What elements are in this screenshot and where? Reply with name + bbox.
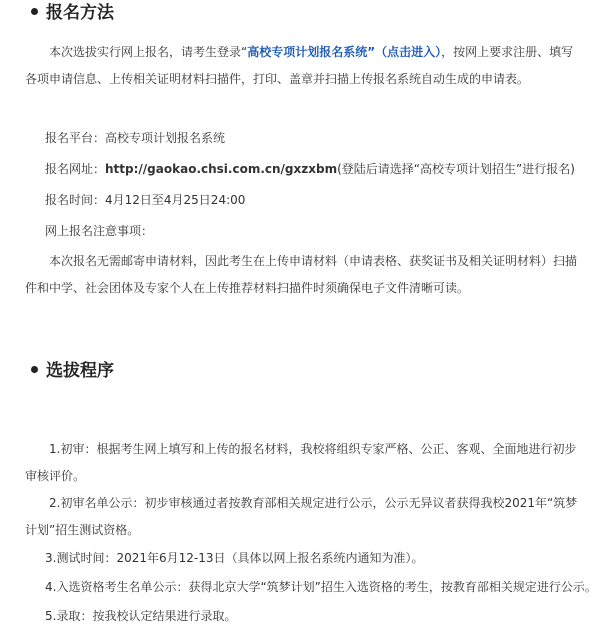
section-title-apply-method — [31, 2, 114, 24]
step-5: 5.录取：按我校认定结果进行录取。 — [45, 609, 237, 623]
intro-text-before: 本次选拔实行网上报名，请考生登录“ — [49, 45, 248, 59]
step-3: 3.测试时间：2021年6月12-13日（具体以网上报名系统内通知为准）。 — [45, 551, 424, 565]
bullet-icon — [31, 8, 38, 15]
url-link[interactable]: http://gaokao.chsi.com.cn/gxzxbm — [105, 162, 338, 176]
step-1: 1.初审：根据考生网上填写和上传的报名材料，我校将组织专家严格、公正、客观、全面地进行初步审核评价。 — [25, 442, 577, 483]
notice-paragraph: 本次报名无需邮寄申请材料，因此考生在上传申请材料（申请表格、获奖证书及相关证明材料）扫描件和中学、社会团体及专家个人在上传推荐材料扫描件时须确保电子文件清晰可读。 — [25, 254, 578, 295]
section-title-text: 报名方法 — [46, 3, 114, 23]
url-line — [45, 160, 575, 178]
section-title-selection-process — [31, 360, 114, 382]
bullet-icon — [31, 366, 38, 373]
section-title-text: 选拔程序 — [46, 361, 114, 381]
intro-text-after: ，按网上要求注册、填写各项申请信息、上传相关证明材料扫描件，打印、盖章并扫描上传报名系统自动生成的申请表。 — [25, 45, 574, 86]
step-2: 2.初审名单公示：初步审核通过者按教育部相关规定进行公示，公示无异议者获得我校2021年“筑梦计划”招生测试资格。 — [25, 496, 578, 537]
system-link[interactable]: 高校专项计划报名系统”（点击进入） — [247, 45, 442, 59]
notice-title: 网上报名注意事项： — [45, 224, 154, 238]
url-label: 报名网址： — [45, 162, 106, 176]
platform-line: 报名平台：高校专项计划报名系统 — [45, 131, 226, 145]
url-note: (登陆后请选择“高校专项计划招生”进行报名) — [337, 162, 575, 176]
step-4: 4.入选资格考生名单公示：获得北京大学“筑梦计划”招生入选资格的考生，按教育部相关规定进行公示。 — [45, 580, 597, 594]
time-line: 报名时间：4月12日至4月25日24:00 — [45, 193, 246, 207]
intro-paragraph — [25, 39, 585, 93]
